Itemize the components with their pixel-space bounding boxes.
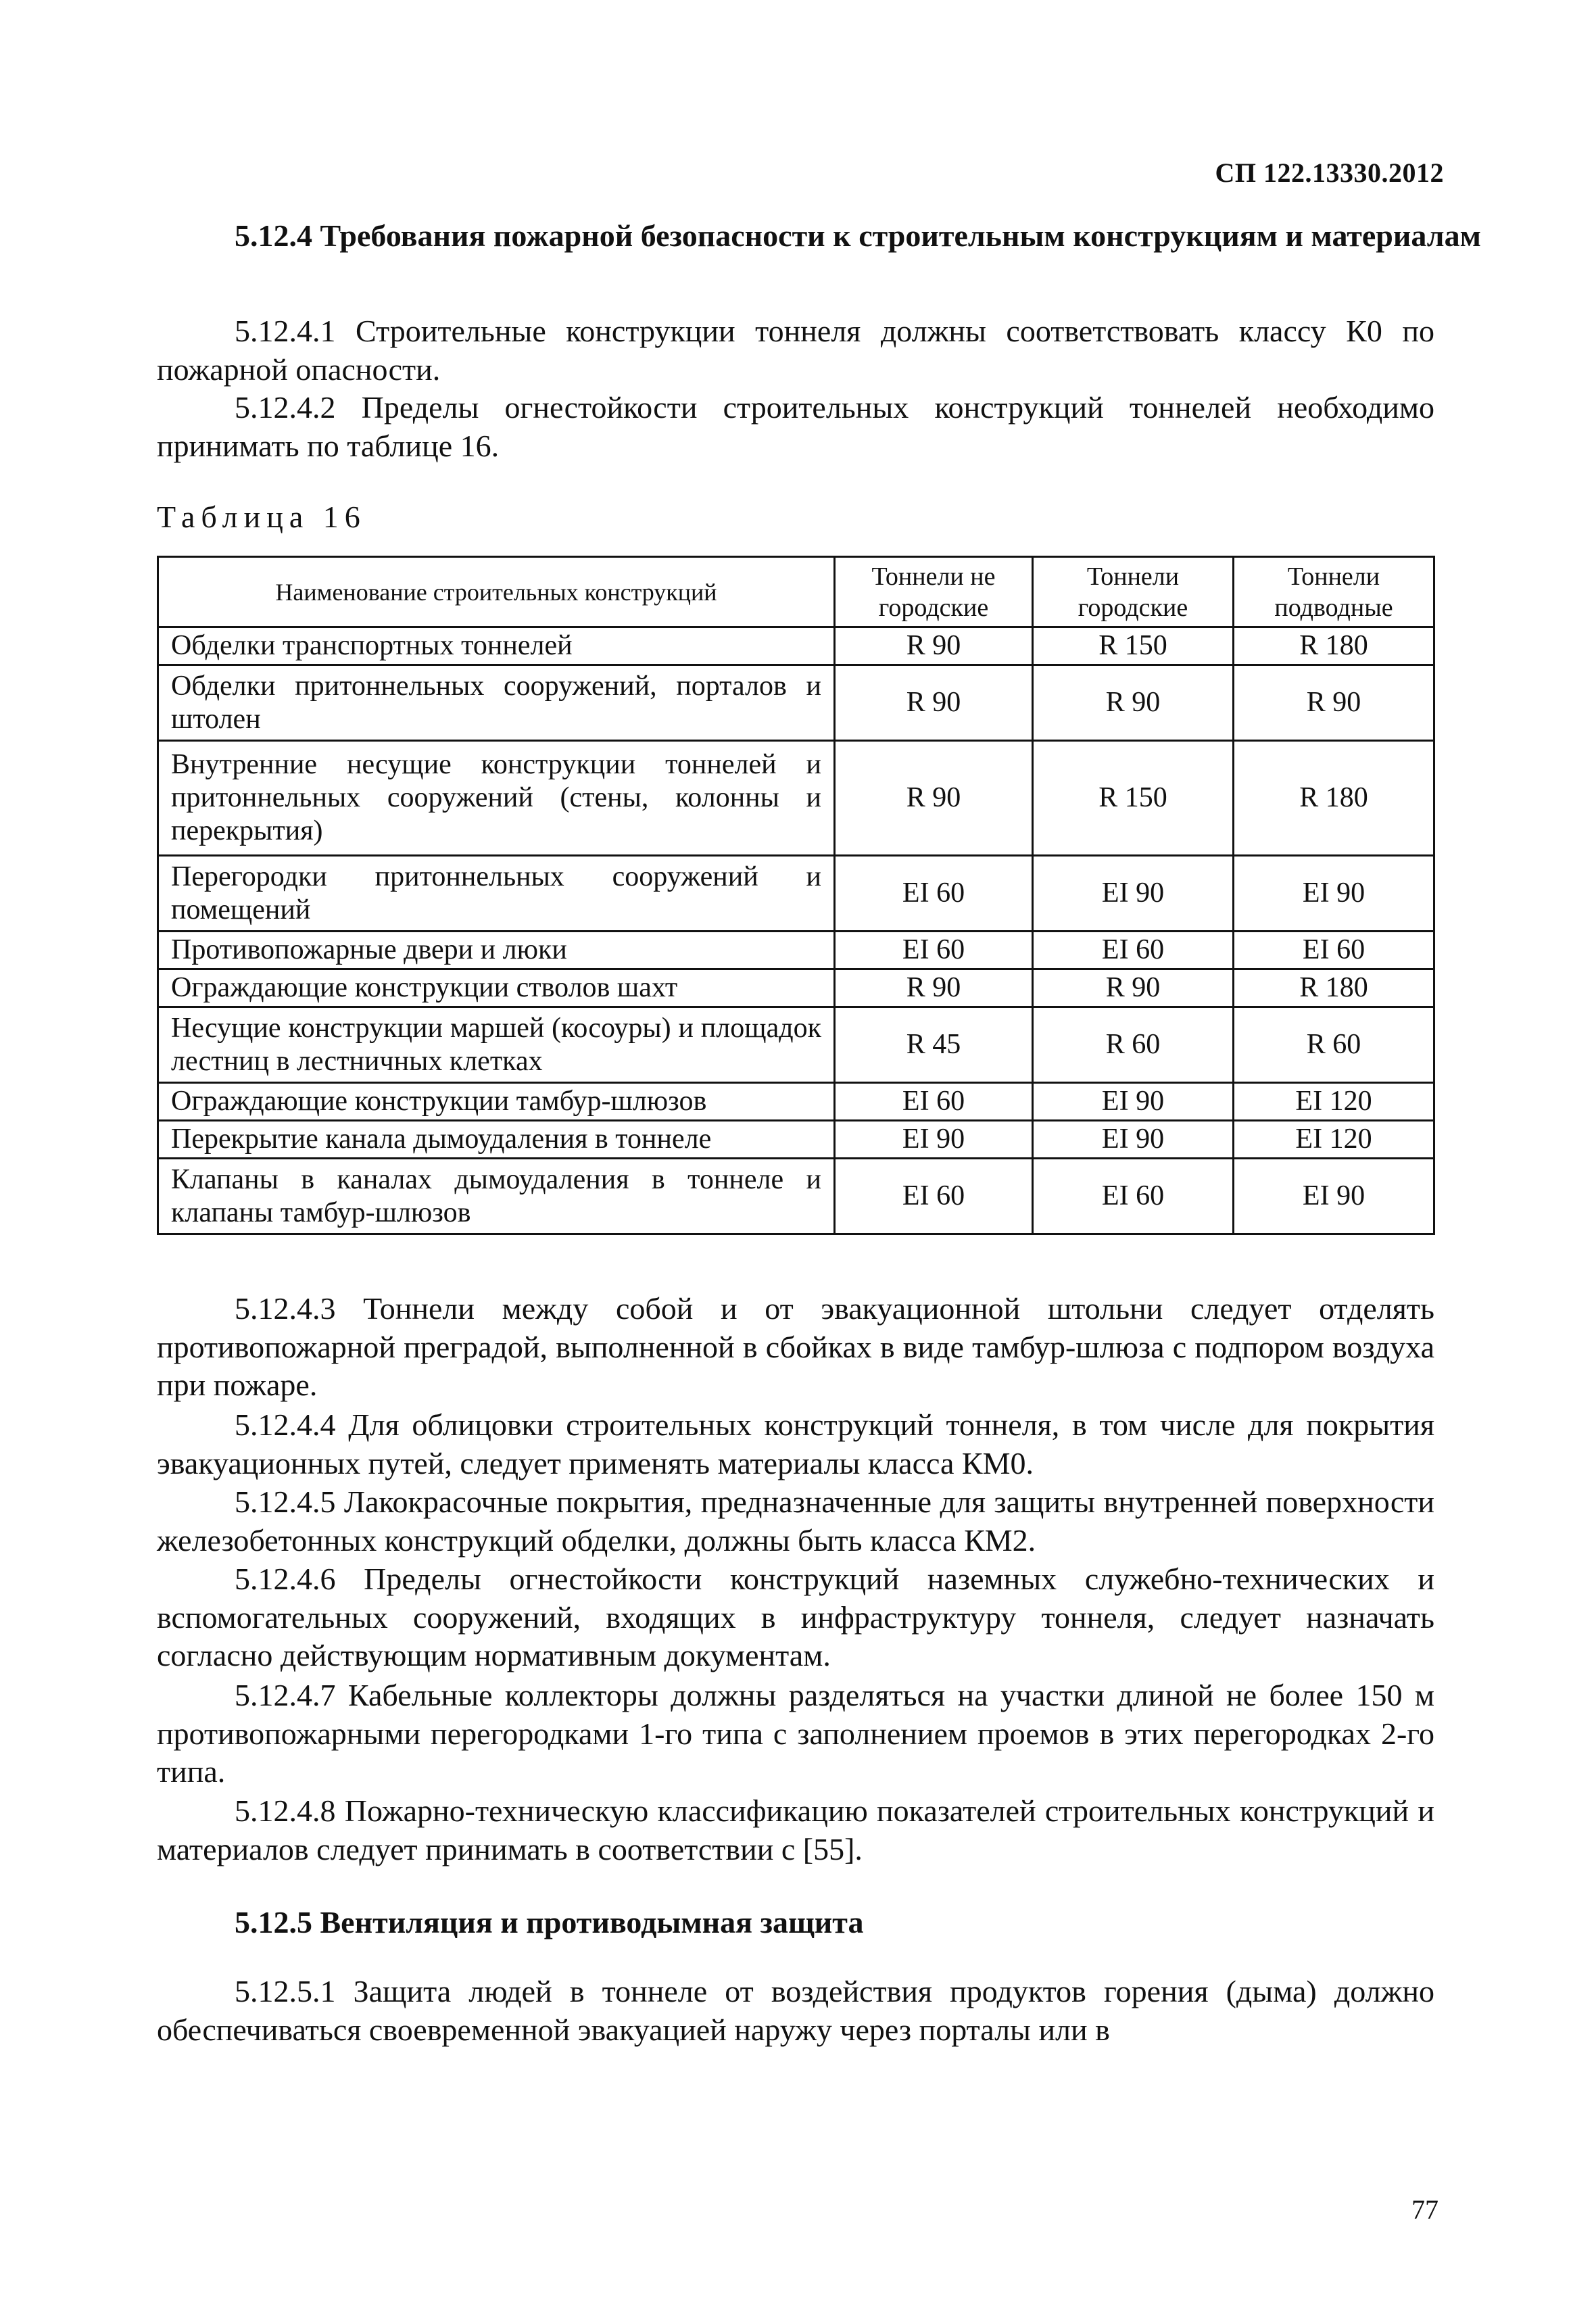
header-underwater-tunnels: Тоннели подводные bbox=[1234, 557, 1434, 627]
value-non-urban: R 90 bbox=[835, 627, 1033, 665]
value-non-urban: R 45 bbox=[835, 1007, 1033, 1083]
page-number: 77 bbox=[1411, 2194, 1438, 2225]
value-non-urban: R 90 bbox=[835, 665, 1033, 741]
paragraph-5-12-4-3: 5.12.4.3 Тоннели между собой и от эвакуационной штольни следует отделять противопожарной преградой, выполненной в сбойках в виде тамбур-шлюза с подпором воздуха при пожаре. bbox=[157, 1291, 1434, 1402]
value-urban: R 90 bbox=[1033, 969, 1234, 1007]
table-caption: Таблица 16 bbox=[157, 500, 366, 534]
value-underwater: EI 120 bbox=[1234, 1121, 1434, 1159]
value-non-urban: R 90 bbox=[835, 741, 1033, 856]
fire-resistance-table bbox=[157, 556, 1435, 1235]
row-name: Ограждающие конструкции стволов шахт bbox=[158, 969, 835, 1007]
paragraph-5-12-4-7: 5.12.4.7 Кабельные коллекторы должны разделяться на участки длиной не более 150 м противопожарными перегородками 1-го типа с заполнением проемов в этих перегородках 2-го типа. bbox=[157, 1678, 1434, 1789]
table-row bbox=[158, 1007, 1434, 1083]
value-non-urban: EI 60 bbox=[835, 856, 1033, 932]
row-name: Клапаны в каналах дымоудаления в тоннеле и клапаны тамбур-шлюзов bbox=[158, 1159, 835, 1234]
header-urban-tunnels: Тоннели городские bbox=[1033, 557, 1234, 627]
value-non-urban: EI 60 bbox=[835, 1159, 1033, 1234]
value-urban: EI 60 bbox=[1033, 932, 1234, 969]
value-non-urban: EI 60 bbox=[835, 932, 1033, 969]
row-name: Внутренние несущие конструкции тоннелей и притоннельных сооружений (стены, колонны и перекрытия) bbox=[158, 741, 835, 856]
row-name: Обделки транспортных тоннелей bbox=[158, 627, 835, 665]
header-non-urban-tunnels: Тоннели не городские bbox=[835, 557, 1033, 627]
paragraph-5-12-4-5: 5.12.4.5 Лакокрасочные покрытия, предназначенные для защиты внутренней поверхности железобетонных конструкций обделки, должны быть класса КМ2. bbox=[157, 1485, 1434, 1558]
value-underwater: EI 120 bbox=[1234, 1083, 1434, 1121]
value-underwater: R 180 bbox=[1234, 741, 1434, 856]
row-name: Перекрытие канала дымоудаления в тоннеле bbox=[158, 1121, 835, 1159]
table-row bbox=[158, 627, 1434, 665]
paragraph-5-12-4-2: 5.12.4.2 Пределы огнестойкости строительных конструкций тоннелей необходимо принимать по таблице 16. bbox=[157, 390, 1434, 463]
row-name: Несущие конструкции маршей (косоуры) и площадок лестниц в лестничных клетках bbox=[158, 1007, 835, 1083]
paragraph-5-12-4-1: 5.12.4.1 Строительные конструкции тоннеля должны соответствовать классу К0 по пожарной опасности. bbox=[157, 314, 1434, 387]
table-row bbox=[158, 969, 1434, 1007]
table-row bbox=[158, 665, 1434, 741]
table-row bbox=[158, 1083, 1434, 1121]
value-underwater: EI 90 bbox=[1234, 1159, 1434, 1234]
value-underwater: R 180 bbox=[1234, 969, 1434, 1007]
table-header-row bbox=[158, 557, 1434, 627]
value-urban: R 150 bbox=[1033, 741, 1234, 856]
value-underwater: EI 90 bbox=[1234, 856, 1434, 932]
row-name: Обделки притоннельных сооружений, порталов и штолен bbox=[158, 665, 835, 741]
table-row bbox=[158, 741, 1434, 856]
table-row bbox=[158, 856, 1434, 932]
value-underwater: R 90 bbox=[1234, 665, 1434, 741]
value-urban: R 150 bbox=[1033, 627, 1234, 665]
section-heading-5-12-5: 5.12.5 Вентиляция и противодымная защита bbox=[235, 1905, 864, 1939]
value-urban: EI 90 bbox=[1033, 856, 1234, 932]
value-urban: EI 60 bbox=[1033, 1159, 1234, 1234]
value-urban: R 60 bbox=[1033, 1007, 1234, 1083]
table-row bbox=[158, 1159, 1434, 1234]
value-underwater: EI 60 bbox=[1234, 932, 1434, 969]
row-name: Ограждающие конструкции тамбур-шлюзов bbox=[158, 1083, 835, 1121]
value-urban: R 90 bbox=[1033, 665, 1234, 741]
paragraph-5-12-4-4: 5.12.4.4 Для облицовки строительных конструкций тоннеля, в том числе для покрытия эвакуационных путей, следует применять материалы класса КМ0. bbox=[157, 1407, 1434, 1480]
standard-code: СП 122.13330.2012 bbox=[1215, 158, 1444, 188]
value-urban: EI 90 bbox=[1033, 1121, 1234, 1159]
value-non-urban: R 90 bbox=[835, 969, 1033, 1007]
value-underwater: R 180 bbox=[1234, 627, 1434, 665]
value-non-urban: EI 60 bbox=[835, 1083, 1033, 1121]
paragraph-5-12-4-6: 5.12.4.6 Пределы огнестойкости конструкций наземных служебно-технических и вспомогательных сооружений, входящих в инфраструктуру тоннеля, следует назначать согласно действующим нормативным документам. bbox=[157, 1562, 1434, 1672]
value-urban: EI 90 bbox=[1033, 1083, 1234, 1121]
row-name: Противопожарные двери и люки bbox=[158, 932, 835, 969]
paragraph-5-12-5-1: 5.12.5.1 Защита людей в тоннеле от воздействия продуктов горения (дыма) должно обеспечиваться своевременной эвакуацией наружу через порталы или в bbox=[157, 1974, 1434, 2047]
value-non-urban: EI 90 bbox=[835, 1121, 1033, 1159]
paragraph-5-12-4-8: 5.12.4.8 Пожарно-техническую классификацию показателей строительных конструкций и материалов следует принимать в соответствии с [55]. bbox=[157, 1793, 1434, 1866]
value-underwater: R 60 bbox=[1234, 1007, 1434, 1083]
table-row bbox=[158, 1121, 1434, 1159]
row-name: Перегородки притоннельных сооружений и помещений bbox=[158, 856, 835, 932]
table-row bbox=[158, 932, 1434, 969]
header-construction-name: Наименование строительных конструкций bbox=[158, 557, 835, 627]
section-heading-5-12-4: 5.12.4 Требования пожарной безопасности к строительным конструкциям и материалам bbox=[235, 218, 1481, 253]
